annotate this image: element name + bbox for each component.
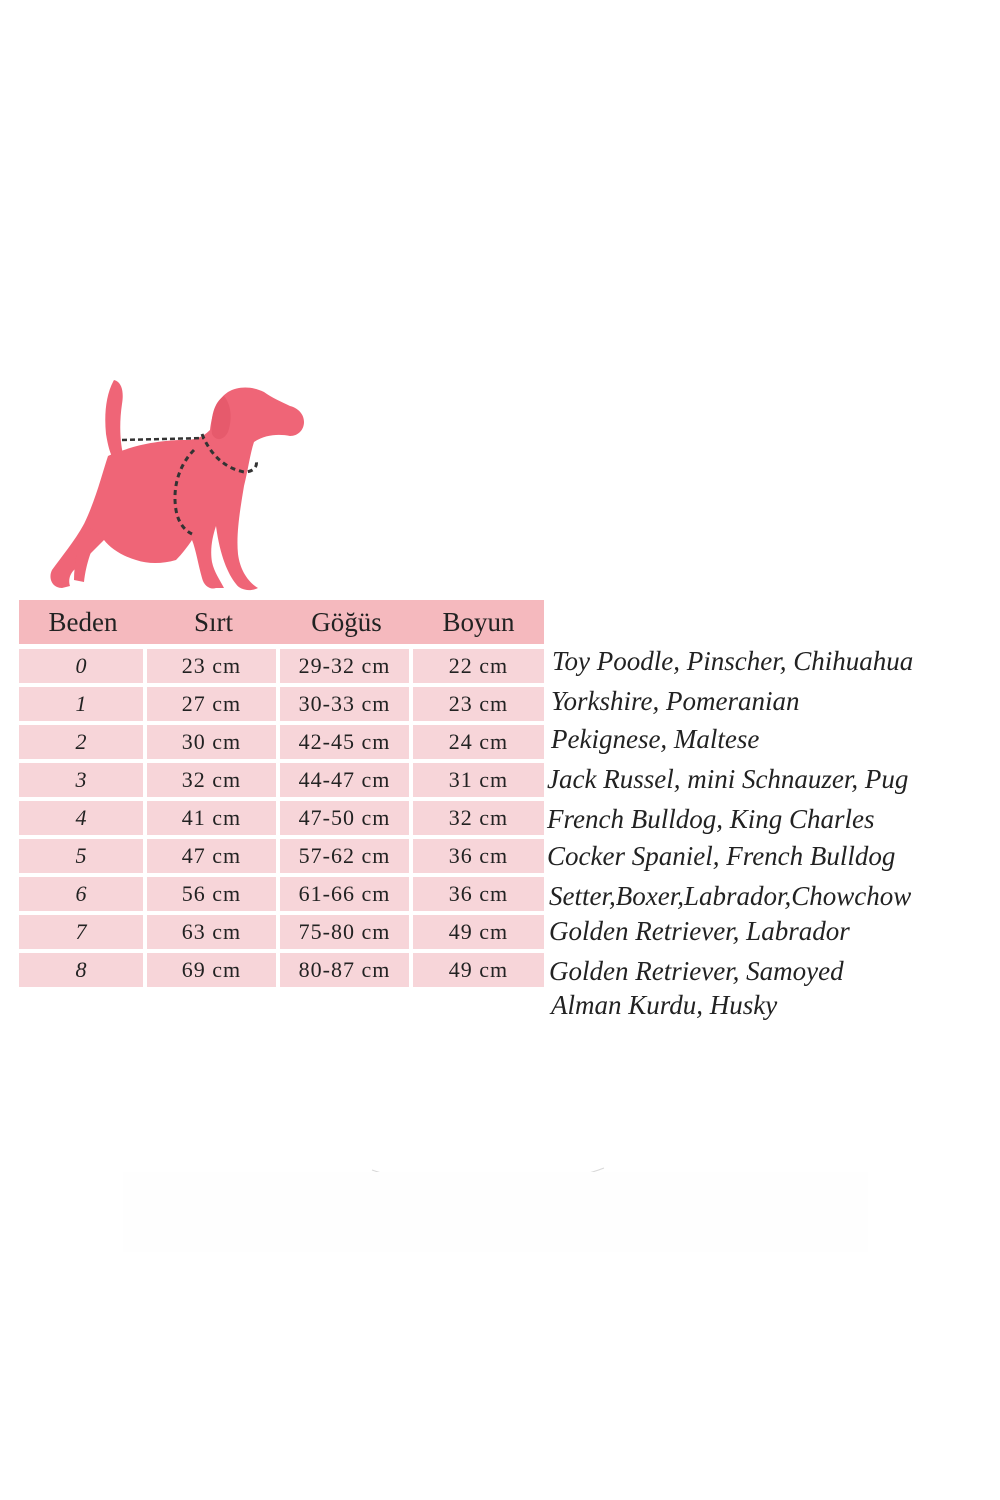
size-cell: 4 [19,801,147,839]
breed-item: Pekignese, Maltese [551,724,760,754]
table-row [19,763,544,801]
size-cell: 1 [19,687,147,725]
chest-cell: 61-66 cm [280,877,413,915]
breed-item: Toy Poodle, Pinscher, Chihuahua [552,646,914,676]
neck-cell: 36 cm [413,839,544,877]
back-cell: 63 cm [147,915,280,953]
neck-cell: 22 cm [413,649,544,687]
size-cell: 8 [19,953,147,991]
table-row [19,649,544,687]
table-row [19,877,544,915]
blank-panel [123,1172,868,1252]
back-cell: 23 cm [147,649,280,687]
back-cell: 30 cm [147,725,280,763]
size-table [19,600,544,991]
header-beden: Beden [19,600,147,644]
chest-cell: 80-87 cm [280,953,413,991]
breed-item: Cocker Spaniel, French Bulldog [547,841,896,871]
neck-cell: 24 cm [413,725,544,763]
back-cell: 56 cm [147,877,280,915]
neck-cell: 31 cm [413,763,544,801]
chest-cell: 30-33 cm [280,687,413,725]
table-row [19,839,544,877]
back-cell: 47 cm [147,839,280,877]
breed-item: Yorkshire, Pomeranian [551,686,800,716]
back-cell: 32 cm [147,763,280,801]
table-row [19,725,544,763]
header-boyun: Boyun [413,600,544,644]
chest-cell: 57-62 cm [280,839,413,877]
table-row [19,687,544,725]
table-header-row [19,600,544,644]
back-cell: 27 cm [147,687,280,725]
chest-cell: 29-32 cm [280,649,413,687]
chest-cell: 75-80 cm [280,915,413,953]
breed-item: Setter,Boxer,Labrador,Chowchow [549,881,912,911]
breed-item: Jack Russel, mini Schnauzer, Pug [547,764,909,794]
neck-cell: 49 cm [413,953,544,991]
chest-cell: 47-50 cm [280,801,413,839]
dog-silhouette-measurement-icon [44,374,314,596]
breed-item: French Bulldog, King Charles [547,804,875,834]
breed-item: Alman Kurdu, Husky [551,990,778,1020]
back-cell: 69 cm [147,953,280,991]
header-gogus: Göğüs [280,600,413,644]
neck-cell: 32 cm [413,801,544,839]
chest-cell: 42-45 cm [280,725,413,763]
chest-cell: 44-47 cm [280,763,413,801]
size-cell: 3 [19,763,147,801]
header-sirt: Sırt [147,600,280,644]
neck-cell: 23 cm [413,687,544,725]
size-cell: 0 [19,649,147,687]
breed-item: Golden Retriever, Labrador [549,916,850,946]
size-cell: 7 [19,915,147,953]
table-row [19,915,544,953]
back-cell: 41 cm [147,801,280,839]
breed-item: Golden Retriever, Samoyed [549,956,844,986]
size-cell: 2 [19,725,147,763]
neck-cell: 36 cm [413,877,544,915]
size-cell: 5 [19,839,147,877]
size-cell: 6 [19,877,147,915]
neck-cell: 49 cm [413,915,544,953]
table-row [19,953,544,991]
table-row [19,801,544,839]
